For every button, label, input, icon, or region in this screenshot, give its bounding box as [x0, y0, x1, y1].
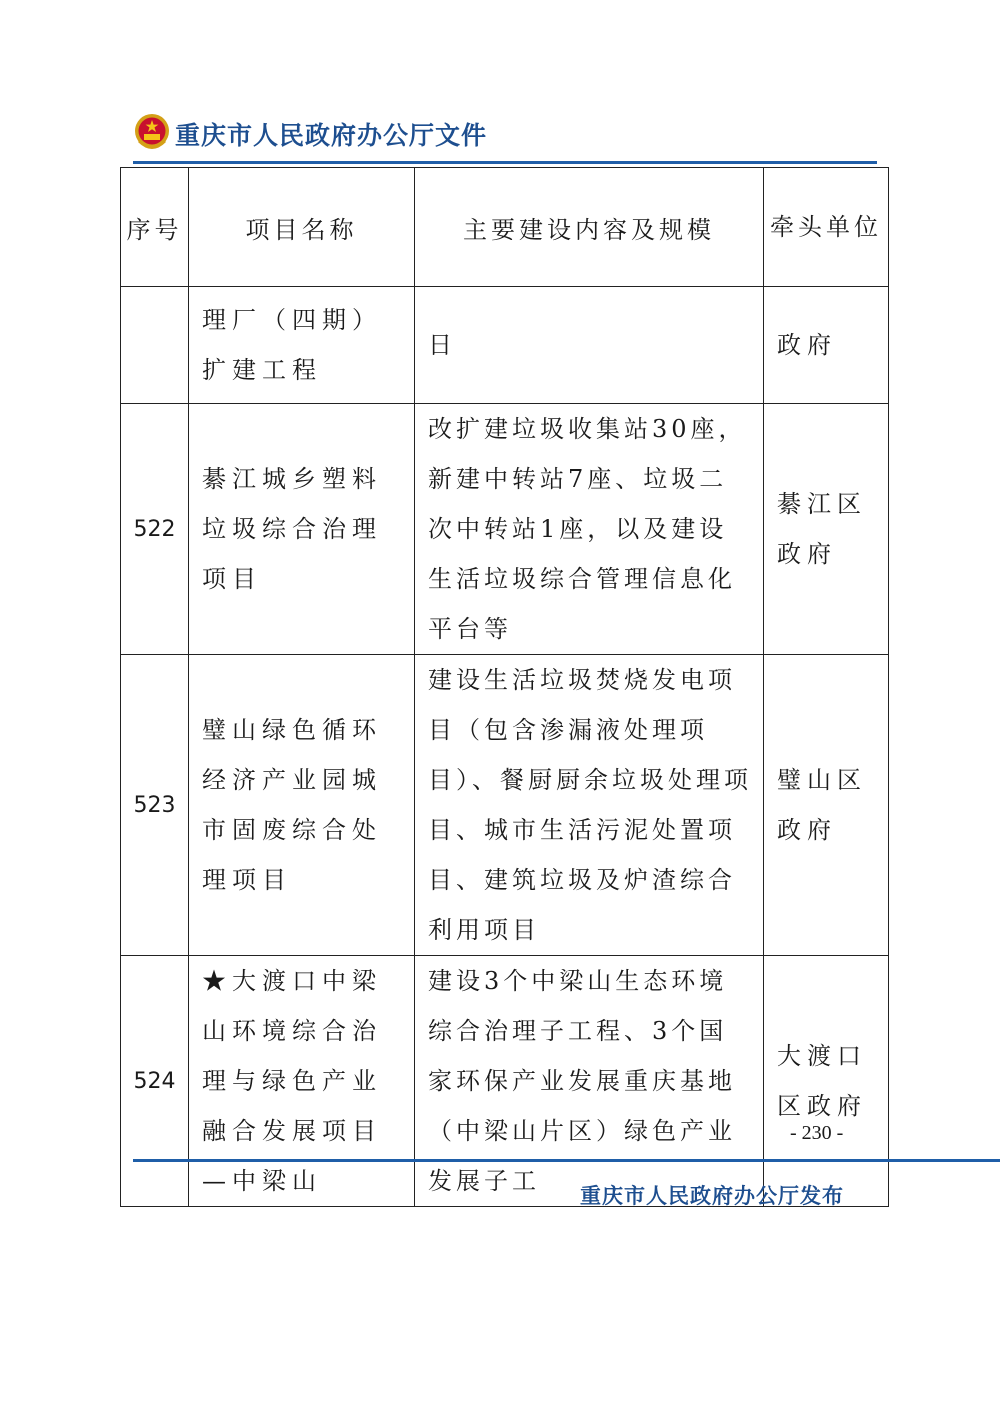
row-content: 日 [415, 287, 764, 404]
row-name: 璧山绿色循环经济产业园城市固废综合处理项目 [189, 655, 415, 956]
table-row [121, 404, 889, 655]
row-seq: 523 [121, 655, 189, 956]
national-emblem-icon [133, 112, 171, 154]
row-lead: 大渡口区政府 [764, 956, 889, 1207]
projects-table [120, 167, 889, 1207]
row-seq: 522 [121, 404, 189, 655]
row-name: ★大渡口中梁山环境综合治理与绿色产业融合发展项目—中梁山 [189, 956, 415, 1207]
header-divider [133, 161, 877, 164]
header-title: 重庆市人民政府办公厅文件 [175, 121, 488, 150]
table-header-row [121, 168, 889, 287]
table-row [121, 655, 889, 956]
footer-divider [133, 1159, 1000, 1162]
row-seq: 524 [121, 956, 189, 1207]
row-name: 理厂（四期）扩建工程 [189, 287, 415, 404]
row-content: 建设生活垃圾焚烧发电项目（包含渗漏液处理项目）、餐厨厨余垃圾处理项目、城市生活污泥处置项目、建筑垃圾及炉渣综合利用项目 [415, 655, 764, 956]
table-row [121, 956, 889, 1207]
table-row [121, 287, 889, 404]
header-name: 项目名称 [189, 168, 415, 287]
header-lead: 牵头单位 [764, 168, 889, 287]
document-header [133, 112, 893, 158]
row-lead: 綦江区政府 [764, 404, 889, 655]
header-seq: 序号 [121, 168, 189, 287]
row-seq [121, 287, 189, 404]
row-content: 建设3个中梁山生态环境综合治理子工程、3个国家环保产业发展重庆基地（中梁山片区）绿色产业发展子工 [415, 956, 764, 1207]
row-lead: 政府 [764, 287, 889, 404]
header-content: 主要建设内容及规模 [415, 168, 764, 287]
page-number: - 230 - [790, 1122, 844, 1144]
footer-publisher: 重庆市人民政府办公厅发布 [580, 1184, 844, 1208]
row-content: 改扩建垃圾收集站30座，新建中转站7座、垃圾二次中转站1座，以及建设生活垃圾综合管理信息化平台等 [415, 404, 764, 655]
row-name: 綦江城乡塑料垃圾综合治理项目 [189, 404, 415, 655]
row-lead: 璧山区政府 [764, 655, 889, 956]
